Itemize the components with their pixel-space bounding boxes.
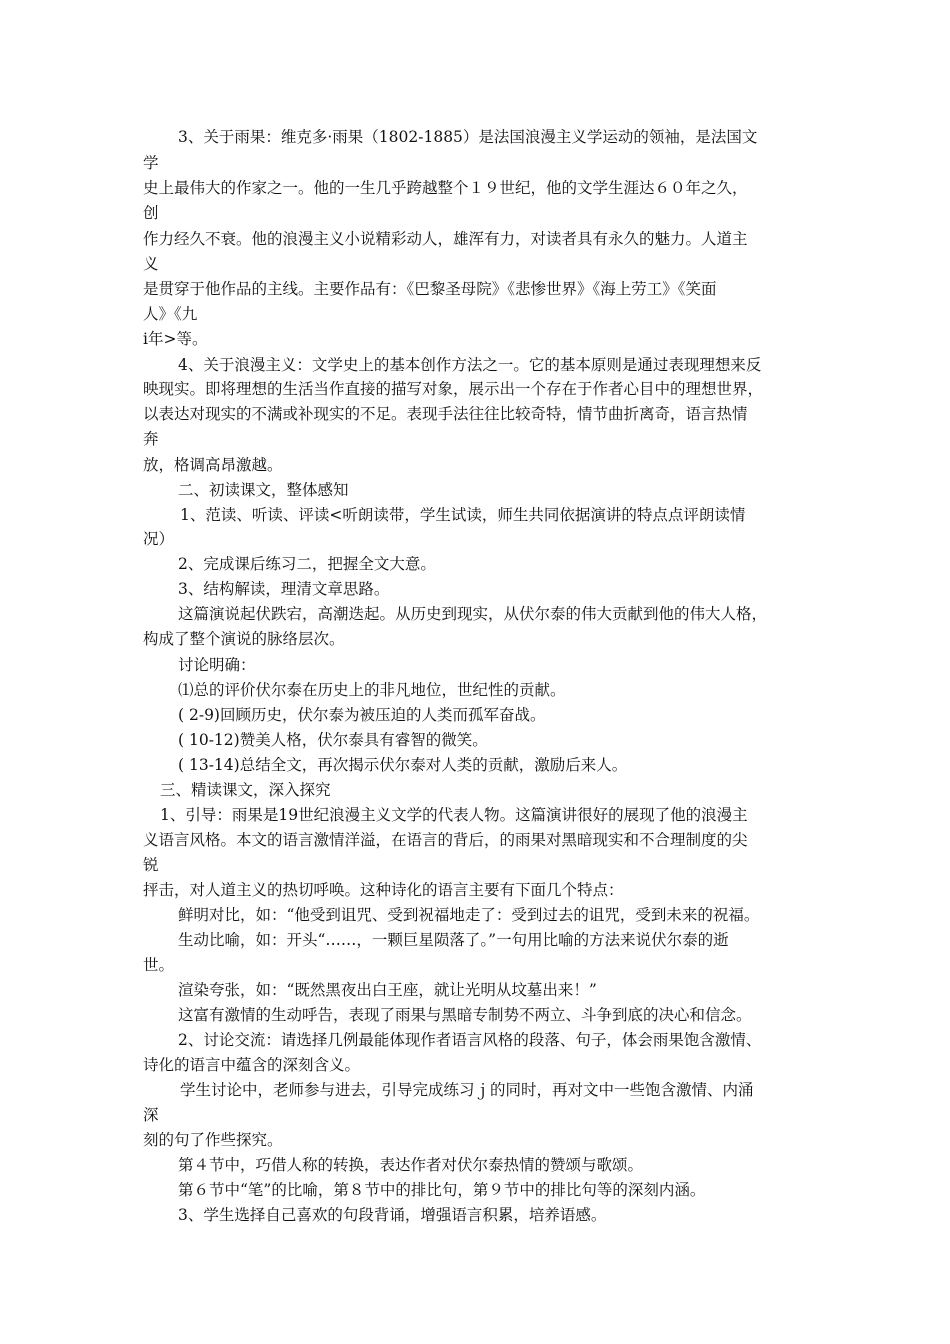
text-line: 3、关于雨果：维克多·雨果（1802-1885）是法国浪漫主义学运动的领袖，是法国文 [178,128,758,146]
text-line: 1、引导：雨果是19世纪浪漫主义文学的代表人物。这篇演讲很好的展现了他的浪漫主 [160,806,748,824]
text-line: 3、结构解读，理清文章思路。 [178,580,390,598]
text-line: 抨击，对人道主义的热切呼唤。这种诗化的语言主要有下面几个特点： [143,881,624,899]
text-line: 第４节中，巧借人称的转换，表达作者对伏尔泰热情的赞颂与歌颂。 [178,1156,644,1174]
text-line: 4、关于浪漫主义：文学史上的基本创作方法之一。它的基本原则是通过表现理想来反 [178,356,762,374]
text-line: 2、讨论交流：请选择几例最能体现作者语言风格的段落、句子，体会雨果饱含激情、 [178,1031,762,1049]
text-line: 3、学生选择自己喜欢的句段背诵，增强语言积累，培养语感。 [178,1206,607,1224]
text-line: 渲染夸张，如：“既然黑夜出白王座，就让光明从坟墓出来！” [178,981,597,999]
text-line: 刻的句了作些探究。 [143,1131,283,1149]
text-line: 奔 [143,430,159,448]
text-line: 义语言风格。本文的语言激情洋溢，在语言的背后，的雨果对黑暗现实和不合理制度的尖 [143,831,748,849]
text-line: 是贯穿于他作品的主线。主要作品有：《巴黎圣母院》《悲惨世界》《海上劳工》《笑面 [143,280,717,298]
text-line: 创 [143,204,159,222]
text-line: ( 2-9)回顾历史，伏尔泰为被压迫的人类而孤军奋战。 [178,706,546,724]
text-line: 第６节中“笔”的比喻，第８节中的排比句，第９节中的排比句等的深刻内涵。 [178,1181,706,1199]
text-line: 讨论明确： [178,656,256,674]
text-line: i年>等。 [143,330,208,348]
text-line: 况） [143,530,175,548]
text-line: 深 [143,1106,159,1124]
section-heading: 三、精读课文，深入探究 [160,781,331,799]
text-line: 鲜明对比，如：“他受到诅咒、受到祝福地走了：受到过去的诅咒，受到未来的祝福。 [178,906,760,924]
text-line: 这富有激情的生动呼告，表现了雨果与黑暗专制势不两立、斗争到底的决心和信念。 [178,1006,752,1024]
text-line: 2、完成课后练习二，把握全文大意。 [178,555,436,573]
text-line: 生动比喻，如：开头“……，一颗巨星陨落了。”一句用比喻的方法来说伏尔泰的逝 [178,931,729,949]
text-line: 作力经久不衰。他的浪漫主义小说精彩动人，雄浑有力，对读者具有永久的魅力。人道主 [143,230,748,248]
text-line: 世。 [143,956,175,974]
text-line: 1、范读、听读、评读<听朗读带，学生试读，师生共同依据演讲的特点点评朗读情 [180,506,746,524]
text-line: 史上最伟大的作家之一。他的一生几乎跨越整个１９世纪，他的文学生涯达６０年之久， [143,179,748,197]
text-line: 人》《九 [143,305,198,323]
text-line: ( 10-12)赞美人格，伏尔泰具有睿智的微笑。 [178,731,488,749]
text-line: 构成了整个演说的脉络层次。 [143,630,345,648]
text-line: 诗化的语言中蕴含的深刻含义。 [143,1056,361,1074]
text-line: 放，格调高昂激越。 [143,456,283,474]
text-line: 义 [143,255,159,273]
text-line: 学 [143,154,159,172]
text-line: 锐 [143,856,159,874]
text-line: 这篇演说起伏跌宕，高潮迭起。从历史到现实，从伏尔泰的伟大贡献到他的伟大人格， [178,605,768,623]
text-line: ⑴总的评价伏尔泰在历史上的非凡地位，世纪性的贡献。 [178,681,566,699]
text-line: 学生讨论中，老师参与进去，引导完成练习ｊ的同时，再对文中一些饱含激情、内涌 [180,1081,754,1099]
section-heading: 二、初读课文，整体感知 [178,481,349,499]
text-line: 映现实。即将理想的生活当作直接的描写对象，展示出一个存在于作者心目中的理想世界， [143,380,764,398]
text-line: 以表达对现实的不满或补现实的不足。表现手法往往比较奇特，情节曲折离奇，语言热情 [143,405,748,423]
text-line: ( 13-14)总结全文，再次揭示伏尔泰对人类的贡献，激励后来人。 [178,756,628,774]
